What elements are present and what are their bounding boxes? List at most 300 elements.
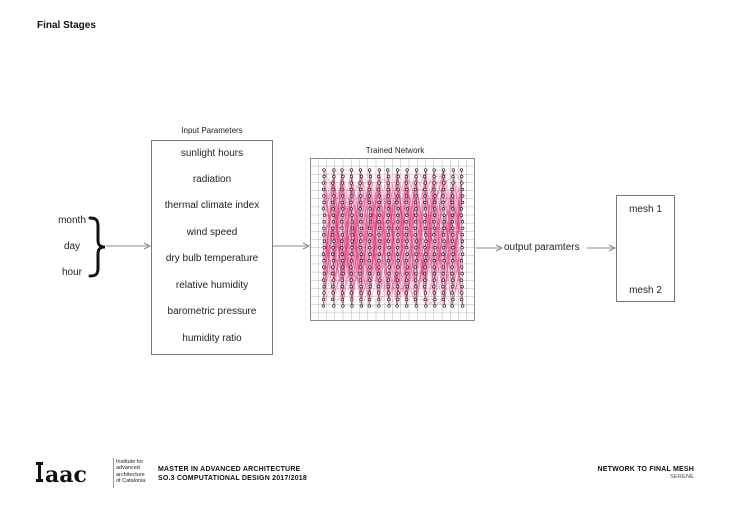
network-node [387, 253, 390, 256]
network-node [406, 169, 409, 172]
network-node [405, 175, 408, 178]
network-node [443, 221, 446, 224]
network-node [451, 272, 454, 275]
network-node [341, 188, 344, 191]
network-node [451, 195, 454, 198]
network-node [460, 175, 463, 178]
network-node [369, 175, 372, 178]
network-node [423, 175, 426, 178]
network-node [351, 214, 354, 217]
network-node [332, 266, 335, 269]
network-node [350, 259, 353, 262]
iaac-logo [34, 458, 116, 486]
network-node [322, 279, 325, 282]
network-node [378, 259, 381, 262]
network-node [396, 227, 399, 230]
institute-line: Institute for [116, 459, 144, 465]
curly-brace [86, 216, 108, 278]
network-node [387, 259, 390, 262]
network-node [387, 285, 390, 288]
network-node [406, 272, 409, 275]
network-node [460, 259, 463, 262]
network-node [341, 234, 344, 237]
network-node [397, 221, 400, 224]
network-node [451, 188, 454, 191]
network-node [415, 272, 418, 275]
network-node [424, 221, 427, 224]
page-title: Final Stages [37, 20, 96, 31]
network-node [368, 279, 371, 282]
network-node [424, 259, 427, 262]
network-node [341, 240, 344, 243]
network-node [433, 292, 436, 295]
network-node [433, 266, 436, 269]
network-node [396, 272, 399, 275]
footer-project [598, 466, 695, 480]
network-node [452, 298, 455, 301]
institute-name [116, 459, 160, 484]
network-node [442, 246, 445, 249]
network-node [415, 195, 418, 198]
network-node [331, 298, 334, 301]
network-node [323, 285, 326, 288]
param-radiation: radiation [192, 174, 232, 185]
network-node [396, 201, 399, 204]
network-node [433, 240, 436, 243]
network-node [405, 279, 408, 282]
network-node [461, 234, 464, 237]
network-node [333, 175, 336, 178]
network-node [424, 279, 427, 282]
network-node [341, 298, 344, 301]
network-node [442, 234, 445, 237]
network-node [406, 285, 409, 288]
network-node [443, 305, 446, 308]
network-node [351, 227, 354, 230]
network-node [414, 292, 417, 295]
network-node [378, 182, 381, 185]
network-node [323, 272, 326, 275]
network-node [340, 246, 343, 249]
network-node [406, 266, 409, 269]
network-node [351, 195, 354, 198]
network-node [351, 246, 354, 249]
network-node [405, 305, 408, 308]
network-node [378, 201, 381, 204]
network-node [351, 298, 354, 301]
network-node [369, 208, 372, 211]
network-node [368, 201, 371, 204]
network-node [323, 292, 326, 295]
network-node [451, 285, 454, 288]
network-node [396, 246, 399, 249]
network-node [442, 266, 445, 269]
network-node [424, 227, 427, 230]
network-node [461, 240, 464, 243]
network-node [442, 208, 445, 211]
network-node [379, 240, 382, 243]
network-node [406, 214, 409, 217]
network-node [433, 253, 436, 256]
network-node [442, 195, 445, 198]
network-node [434, 246, 437, 249]
network-node [460, 298, 463, 301]
network-node [359, 201, 362, 204]
network-node [460, 279, 463, 282]
network-node [388, 227, 391, 230]
network-node [333, 169, 336, 172]
network-node [443, 259, 446, 262]
network-node [424, 182, 427, 185]
param-wind-speed: wind speed [186, 227, 238, 238]
course-line: MASTER IN ADVANCED ARCHITECTURE [158, 466, 301, 473]
network-node [452, 259, 455, 262]
network-node [424, 188, 427, 191]
network-node [452, 227, 455, 230]
network-node [368, 298, 371, 301]
network-node [359, 272, 362, 275]
network-node [415, 259, 418, 262]
network-node [443, 240, 446, 243]
network-node [396, 169, 399, 172]
network-node [405, 292, 408, 295]
network-node [415, 169, 418, 172]
network-node [360, 298, 363, 301]
network-node [414, 298, 417, 301]
network-node [406, 240, 409, 243]
network-node [405, 195, 408, 198]
network-node [442, 279, 445, 282]
network-node [323, 175, 326, 178]
network-node [461, 182, 464, 185]
network-node [405, 182, 408, 185]
network-node [341, 292, 344, 295]
network-node [414, 182, 417, 185]
network-node [323, 221, 326, 224]
network-node [387, 195, 390, 198]
network-node [377, 175, 380, 178]
network-node [434, 298, 437, 301]
network-node [406, 253, 409, 256]
network-node [397, 208, 400, 211]
network-node [415, 253, 418, 256]
network-node [397, 188, 400, 191]
network-node [414, 227, 417, 230]
network-node [368, 272, 371, 275]
network-node [377, 272, 380, 275]
network-node [388, 201, 391, 204]
network-node [396, 214, 399, 217]
svg-text:aac: aac [45, 462, 87, 486]
network-node [360, 234, 363, 237]
network-node [323, 246, 326, 249]
network-node [369, 234, 372, 237]
network-node [396, 253, 399, 256]
network-node [323, 169, 326, 172]
network-node [461, 246, 464, 249]
network-node [388, 266, 391, 269]
network-node [369, 214, 372, 217]
network-node [414, 266, 417, 269]
network-node [350, 182, 353, 185]
network-node [360, 292, 363, 295]
network-node [461, 272, 464, 275]
network-node [360, 227, 363, 230]
network-node [461, 305, 464, 308]
network-node [368, 240, 371, 243]
network-node [397, 292, 400, 295]
network-node [368, 169, 371, 172]
network-node [414, 201, 417, 204]
network-node [460, 208, 463, 211]
network-node [442, 298, 445, 301]
network-node [433, 169, 436, 172]
network-node [332, 208, 335, 211]
network-node [425, 305, 428, 308]
param-relative-humidity: relative humidity [175, 280, 249, 291]
arrow-to-network [273, 241, 311, 251]
network-node [415, 175, 418, 178]
network-node [322, 253, 325, 256]
network-node [460, 169, 463, 172]
network-node [350, 201, 353, 204]
network-node [461, 201, 464, 204]
network-node [369, 221, 372, 224]
network-node [360, 305, 363, 308]
network-node [331, 234, 334, 237]
network-node [379, 279, 382, 282]
network-node [405, 201, 408, 204]
network-node [331, 182, 334, 185]
network-node [359, 208, 362, 211]
network-visualization [310, 158, 475, 321]
network-node [414, 234, 417, 237]
network-node [461, 221, 464, 224]
network-node [360, 240, 363, 243]
network-node [424, 169, 427, 172]
network-node [368, 305, 371, 308]
network-node [341, 195, 344, 198]
network-node [405, 221, 408, 224]
network-node [368, 246, 371, 249]
network-node [341, 266, 344, 269]
network-node [368, 195, 371, 198]
network-node [359, 221, 362, 224]
footer-project-title: NETWORK TO FINAL MESH [597, 466, 694, 473]
network-node [405, 259, 408, 262]
network-node [433, 234, 436, 237]
arrow-to-meshes [587, 243, 617, 253]
network-node [423, 272, 426, 275]
network-node [378, 195, 381, 198]
network-node [425, 234, 428, 237]
network-node [342, 208, 345, 211]
network-node [377, 298, 380, 301]
network-node [377, 292, 380, 295]
network-node [332, 227, 335, 230]
network-node [433, 285, 436, 288]
network-node [378, 214, 381, 217]
network-node [424, 201, 427, 204]
network-node [442, 201, 445, 204]
network-node [341, 201, 344, 204]
course-line: SO.3 COMPUTATIONAL DESIGN 2017/2018 [158, 475, 307, 482]
network-node [461, 227, 464, 230]
network-node [424, 292, 427, 295]
network-node [452, 169, 455, 172]
network-node [442, 253, 445, 256]
network-node [424, 195, 427, 198]
network-node [460, 214, 463, 217]
course-title [158, 465, 307, 483]
network-node [425, 253, 428, 256]
network-node [433, 259, 436, 262]
network-node [322, 298, 325, 301]
network-node [387, 182, 390, 185]
logo-divider [113, 458, 114, 488]
param-sunlight-hours: sunlight hours [180, 148, 244, 159]
network-node [360, 285, 363, 288]
network-node [397, 298, 400, 301]
network-node [359, 169, 362, 172]
network-node [350, 279, 353, 282]
network-node [342, 305, 345, 308]
network-node [387, 240, 390, 243]
network-node [322, 182, 325, 185]
network-node [406, 208, 409, 211]
network-node [451, 240, 454, 243]
network-node [369, 253, 372, 256]
network-node [332, 285, 335, 288]
network-node [405, 246, 408, 249]
mesh-2-label: mesh 2 [629, 285, 662, 296]
network-node [342, 175, 345, 178]
network-node [331, 201, 334, 204]
network-node [369, 266, 372, 269]
network-node [378, 234, 381, 237]
arrow-to-parameters [106, 241, 152, 251]
network-node [332, 214, 335, 217]
network-node [350, 272, 353, 275]
network-node [332, 188, 335, 191]
network-node [341, 214, 344, 217]
network-node [333, 195, 336, 198]
input-parameters-title: Input Parameters [181, 126, 243, 135]
network-node [360, 195, 363, 198]
network-node [351, 221, 354, 224]
network-node [451, 214, 454, 217]
param-dry-bulb-temperature: dry bulb temperature [165, 253, 259, 264]
network-node [332, 279, 335, 282]
trained-network-graph [310, 158, 475, 321]
network-node [377, 208, 380, 211]
network-node [351, 240, 354, 243]
network-node [451, 221, 454, 224]
network-node [396, 305, 399, 308]
network-node [350, 285, 353, 288]
network-node [424, 298, 427, 301]
network-node [342, 272, 345, 275]
arrow-to-output [476, 243, 504, 253]
network-node [322, 305, 325, 308]
network-node [368, 259, 371, 262]
network-node [341, 259, 344, 262]
network-node [323, 214, 326, 217]
network-node [415, 208, 418, 211]
network-node [333, 240, 336, 243]
network-node [387, 188, 390, 191]
network-node [360, 175, 363, 178]
network-node [415, 305, 418, 308]
network-node [350, 208, 353, 211]
network-node [359, 246, 362, 249]
network-node [397, 240, 400, 243]
network-node [359, 182, 362, 185]
network-node [359, 279, 362, 282]
network-node [433, 272, 436, 275]
network-node [423, 285, 426, 288]
network-node [322, 234, 325, 237]
network-node [360, 214, 363, 217]
network-node [341, 285, 344, 288]
network-node [341, 253, 344, 256]
network-node [405, 227, 408, 230]
param-thermal-climate-index: thermal climate index [164, 200, 260, 211]
network-node [360, 259, 363, 262]
network-node [332, 246, 335, 249]
network-node [396, 195, 399, 198]
network-node [442, 272, 445, 275]
mesh-output-box [616, 195, 675, 302]
network-node [452, 246, 455, 249]
network-node [433, 175, 436, 178]
network-node [433, 279, 436, 282]
network-node [387, 279, 390, 282]
network-node [424, 246, 427, 249]
network-node [443, 227, 446, 230]
network-node [425, 240, 428, 243]
time-input-day: day [63, 241, 81, 252]
network-node [415, 246, 418, 249]
network-node [332, 259, 335, 262]
network-node [434, 305, 437, 308]
institute-line: advanced [116, 465, 140, 472]
network-node [415, 285, 418, 288]
time-input-month: month [58, 215, 86, 226]
network-node [387, 292, 390, 295]
network-node [386, 169, 389, 172]
network-node [323, 227, 326, 230]
network-node [378, 305, 381, 308]
network-node [378, 266, 381, 269]
network-node [406, 188, 409, 191]
network-node [341, 221, 344, 224]
network-node [452, 279, 455, 282]
network-node [442, 169, 445, 172]
network-node [424, 208, 427, 211]
output-parameters-label: output paramters [504, 242, 580, 253]
network-node [322, 188, 325, 191]
network-node [368, 182, 371, 185]
network-node [377, 188, 380, 191]
network-node [442, 188, 445, 191]
network-node [350, 175, 353, 178]
trained-network-title: Trained Network [365, 146, 425, 155]
network-node [452, 234, 455, 237]
network-node [461, 285, 464, 288]
network-node [452, 208, 455, 211]
network-node [368, 227, 371, 230]
